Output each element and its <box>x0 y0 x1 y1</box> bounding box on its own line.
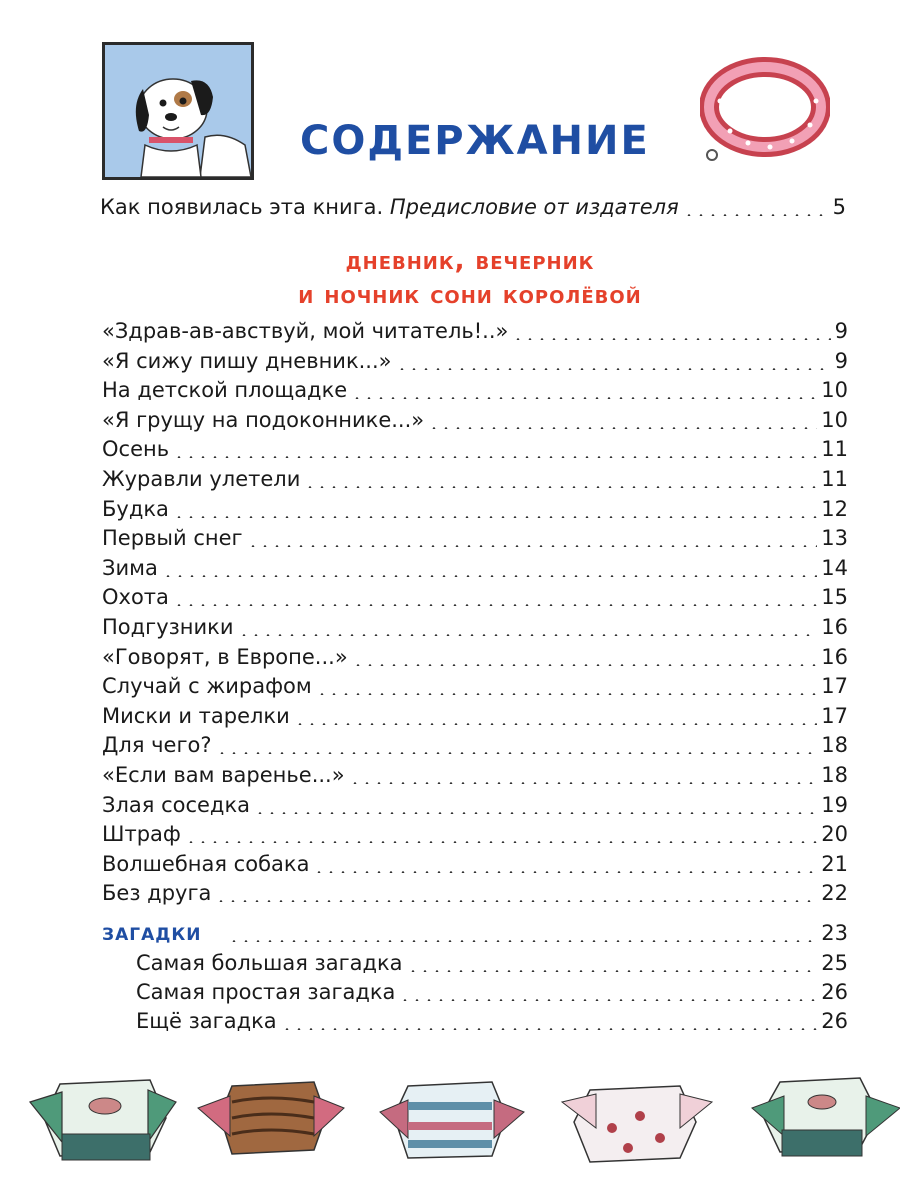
toc-entry[interactable] <box>102 821 848 849</box>
candy-box-3 <box>380 1082 524 1158</box>
dog-collar-illustration <box>700 55 830 165</box>
toc-entry-label: Первый снег <box>102 526 243 551</box>
toc-entry[interactable] <box>102 673 848 701</box>
toc-page-number: 12 <box>821 496 848 521</box>
section-heading-line2: и ночник сони королёвой <box>298 280 642 310</box>
toc-page-number: 13 <box>821 526 848 551</box>
dot-leader <box>173 604 817 606</box>
dot-leader <box>162 575 817 577</box>
toc-entry-label: «Здрав-ав-авствуй, мой читатель!..» <box>102 319 509 343</box>
dot-leader <box>185 841 817 843</box>
toc-entry[interactable] <box>102 703 848 731</box>
toc-entry-label: На детской площадке <box>102 378 348 403</box>
dot-leader <box>294 723 818 725</box>
toc-entry-label: Миски и тарелки <box>102 703 290 728</box>
toc-entry[interactable] <box>102 466 848 494</box>
dot-leader <box>399 999 817 1001</box>
toc-entry-label: «Если вам варенье...» <box>102 763 345 787</box>
dot-leader <box>281 1028 818 1030</box>
dot-leader <box>683 214 829 216</box>
toc-entry[interactable] <box>102 348 848 376</box>
toc-entry[interactable] <box>102 644 848 672</box>
dot-leader <box>512 338 830 340</box>
toc-entry[interactable] <box>102 792 848 820</box>
toc-entry[interactable] <box>102 377 848 405</box>
toc-page-number: 9 <box>834 319 848 343</box>
dot-leader <box>173 516 817 518</box>
page-title: СОДЕРЖАНИЕ <box>300 118 650 164</box>
candy-box-2 <box>198 1082 344 1154</box>
dot-leader <box>428 427 817 429</box>
toc-page-number: 22 <box>821 881 848 906</box>
toc-page-number: 21 <box>821 851 848 876</box>
toc-entry-label: Осень <box>102 437 170 462</box>
toc-page-number: 26 <box>821 1009 848 1033</box>
toc-entry-label: «Говорят, в Европе...» <box>102 644 348 669</box>
dot-leader <box>349 782 818 784</box>
dot-leader <box>173 456 817 458</box>
toc-page-number: 15 <box>821 585 848 610</box>
toc-riddle-label: Ещё загадка <box>136 1009 277 1033</box>
toc-preface-label: Как появилась эта книга. Предисловие от издателя <box>100 195 679 219</box>
dot-leader <box>407 970 818 972</box>
toc-page-number: 17 <box>821 674 848 699</box>
toc-entry-label: Журавли улетели <box>102 467 301 491</box>
toc-entry[interactable] <box>102 880 848 908</box>
dot-leader <box>247 545 818 547</box>
toc-entry[interactable] <box>102 584 848 612</box>
toc-preface[interactable] <box>100 194 846 222</box>
toc-entry-label: «Я грущу на подоконнике...» <box>102 407 425 432</box>
dot-leader <box>228 940 818 942</box>
candy-box-5 <box>752 1078 900 1156</box>
dot-leader <box>254 812 817 814</box>
dot-leader <box>313 871 817 873</box>
toc-riddle-label: Самая большая загадка <box>136 951 403 975</box>
toc-entry[interactable] <box>102 555 848 583</box>
toc-page-number: 20 <box>821 822 848 847</box>
toc-riddle-label: Самая простая загадка <box>136 980 396 1004</box>
dot-leader <box>351 397 817 399</box>
candy-box-1 <box>30 1080 176 1160</box>
toc-entry-label: Для чего? <box>102 733 212 758</box>
toc-entry[interactable] <box>102 614 848 642</box>
toc-entry-label: Случай с жирафом <box>102 674 312 699</box>
riddles-heading: ЗАГАДКИ <box>102 925 202 945</box>
toc-page-number: 26 <box>821 980 848 1004</box>
section-heading-line1: дневник, вечерник <box>345 246 595 276</box>
toc-page-number: 23 <box>821 921 848 945</box>
toc-page-number: 16 <box>821 615 848 639</box>
dot-leader <box>316 693 818 695</box>
toc-entry[interactable] <box>102 732 848 760</box>
candy-boxes-illustration <box>0 1072 900 1182</box>
toc-entry[interactable] <box>102 496 848 524</box>
toc-page-number: 5 <box>832 195 846 219</box>
toc-entry-label: Охота <box>102 585 169 610</box>
toc-entry-label: Зима <box>102 555 158 580</box>
toc-entry[interactable] <box>102 318 848 346</box>
toc-page-number: 18 <box>821 763 848 787</box>
toc-entry[interactable] <box>102 436 848 464</box>
toc-page-number: 11 <box>821 467 848 491</box>
toc-entry[interactable] <box>102 851 848 879</box>
toc-riddle-entry[interactable] <box>136 979 848 1007</box>
toc-page-number: 11 <box>821 437 848 462</box>
toc-entry-label: Будка <box>102 496 169 521</box>
toc-entry-label: «Я сижу пишу дневник...» <box>102 348 392 373</box>
toc-entry[interactable] <box>102 762 848 790</box>
dot-leader <box>304 486 817 488</box>
toc-page-number: 25 <box>821 951 848 975</box>
toc-entry-label: Штраф <box>102 822 181 847</box>
dot-leader <box>396 368 831 370</box>
dot-leader <box>238 634 818 636</box>
toc-entry[interactable] <box>102 525 848 553</box>
toc-page-number: 16 <box>821 644 848 669</box>
toc-riddles[interactable] <box>102 920 848 948</box>
candy-box-4 <box>562 1086 712 1162</box>
toc-entry[interactable] <box>102 407 848 435</box>
dot-leader <box>215 900 817 902</box>
puppy-portrait-illustration <box>102 42 254 180</box>
toc-page-number: 9 <box>834 348 848 373</box>
toc-page-number: 10 <box>821 407 848 432</box>
toc-page-number: 14 <box>821 555 848 580</box>
dot-leader <box>352 664 818 666</box>
toc-page-number: 18 <box>821 733 848 758</box>
dot-leader <box>216 752 818 754</box>
toc-entry-label: Без друга <box>102 881 212 906</box>
toc-riddle-entry[interactable] <box>136 950 848 978</box>
toc-riddle-entry[interactable] <box>136 1008 848 1036</box>
toc-page-number: 19 <box>821 792 848 817</box>
toc-page-number: 10 <box>821 378 848 403</box>
toc-page-number: 17 <box>821 703 848 728</box>
section-heading <box>230 244 710 312</box>
toc-entry-label: Злая соседка <box>102 792 250 817</box>
toc-entry-label: Подгузники <box>102 615 234 639</box>
toc-entry-label: Волшебная собака <box>102 851 310 876</box>
